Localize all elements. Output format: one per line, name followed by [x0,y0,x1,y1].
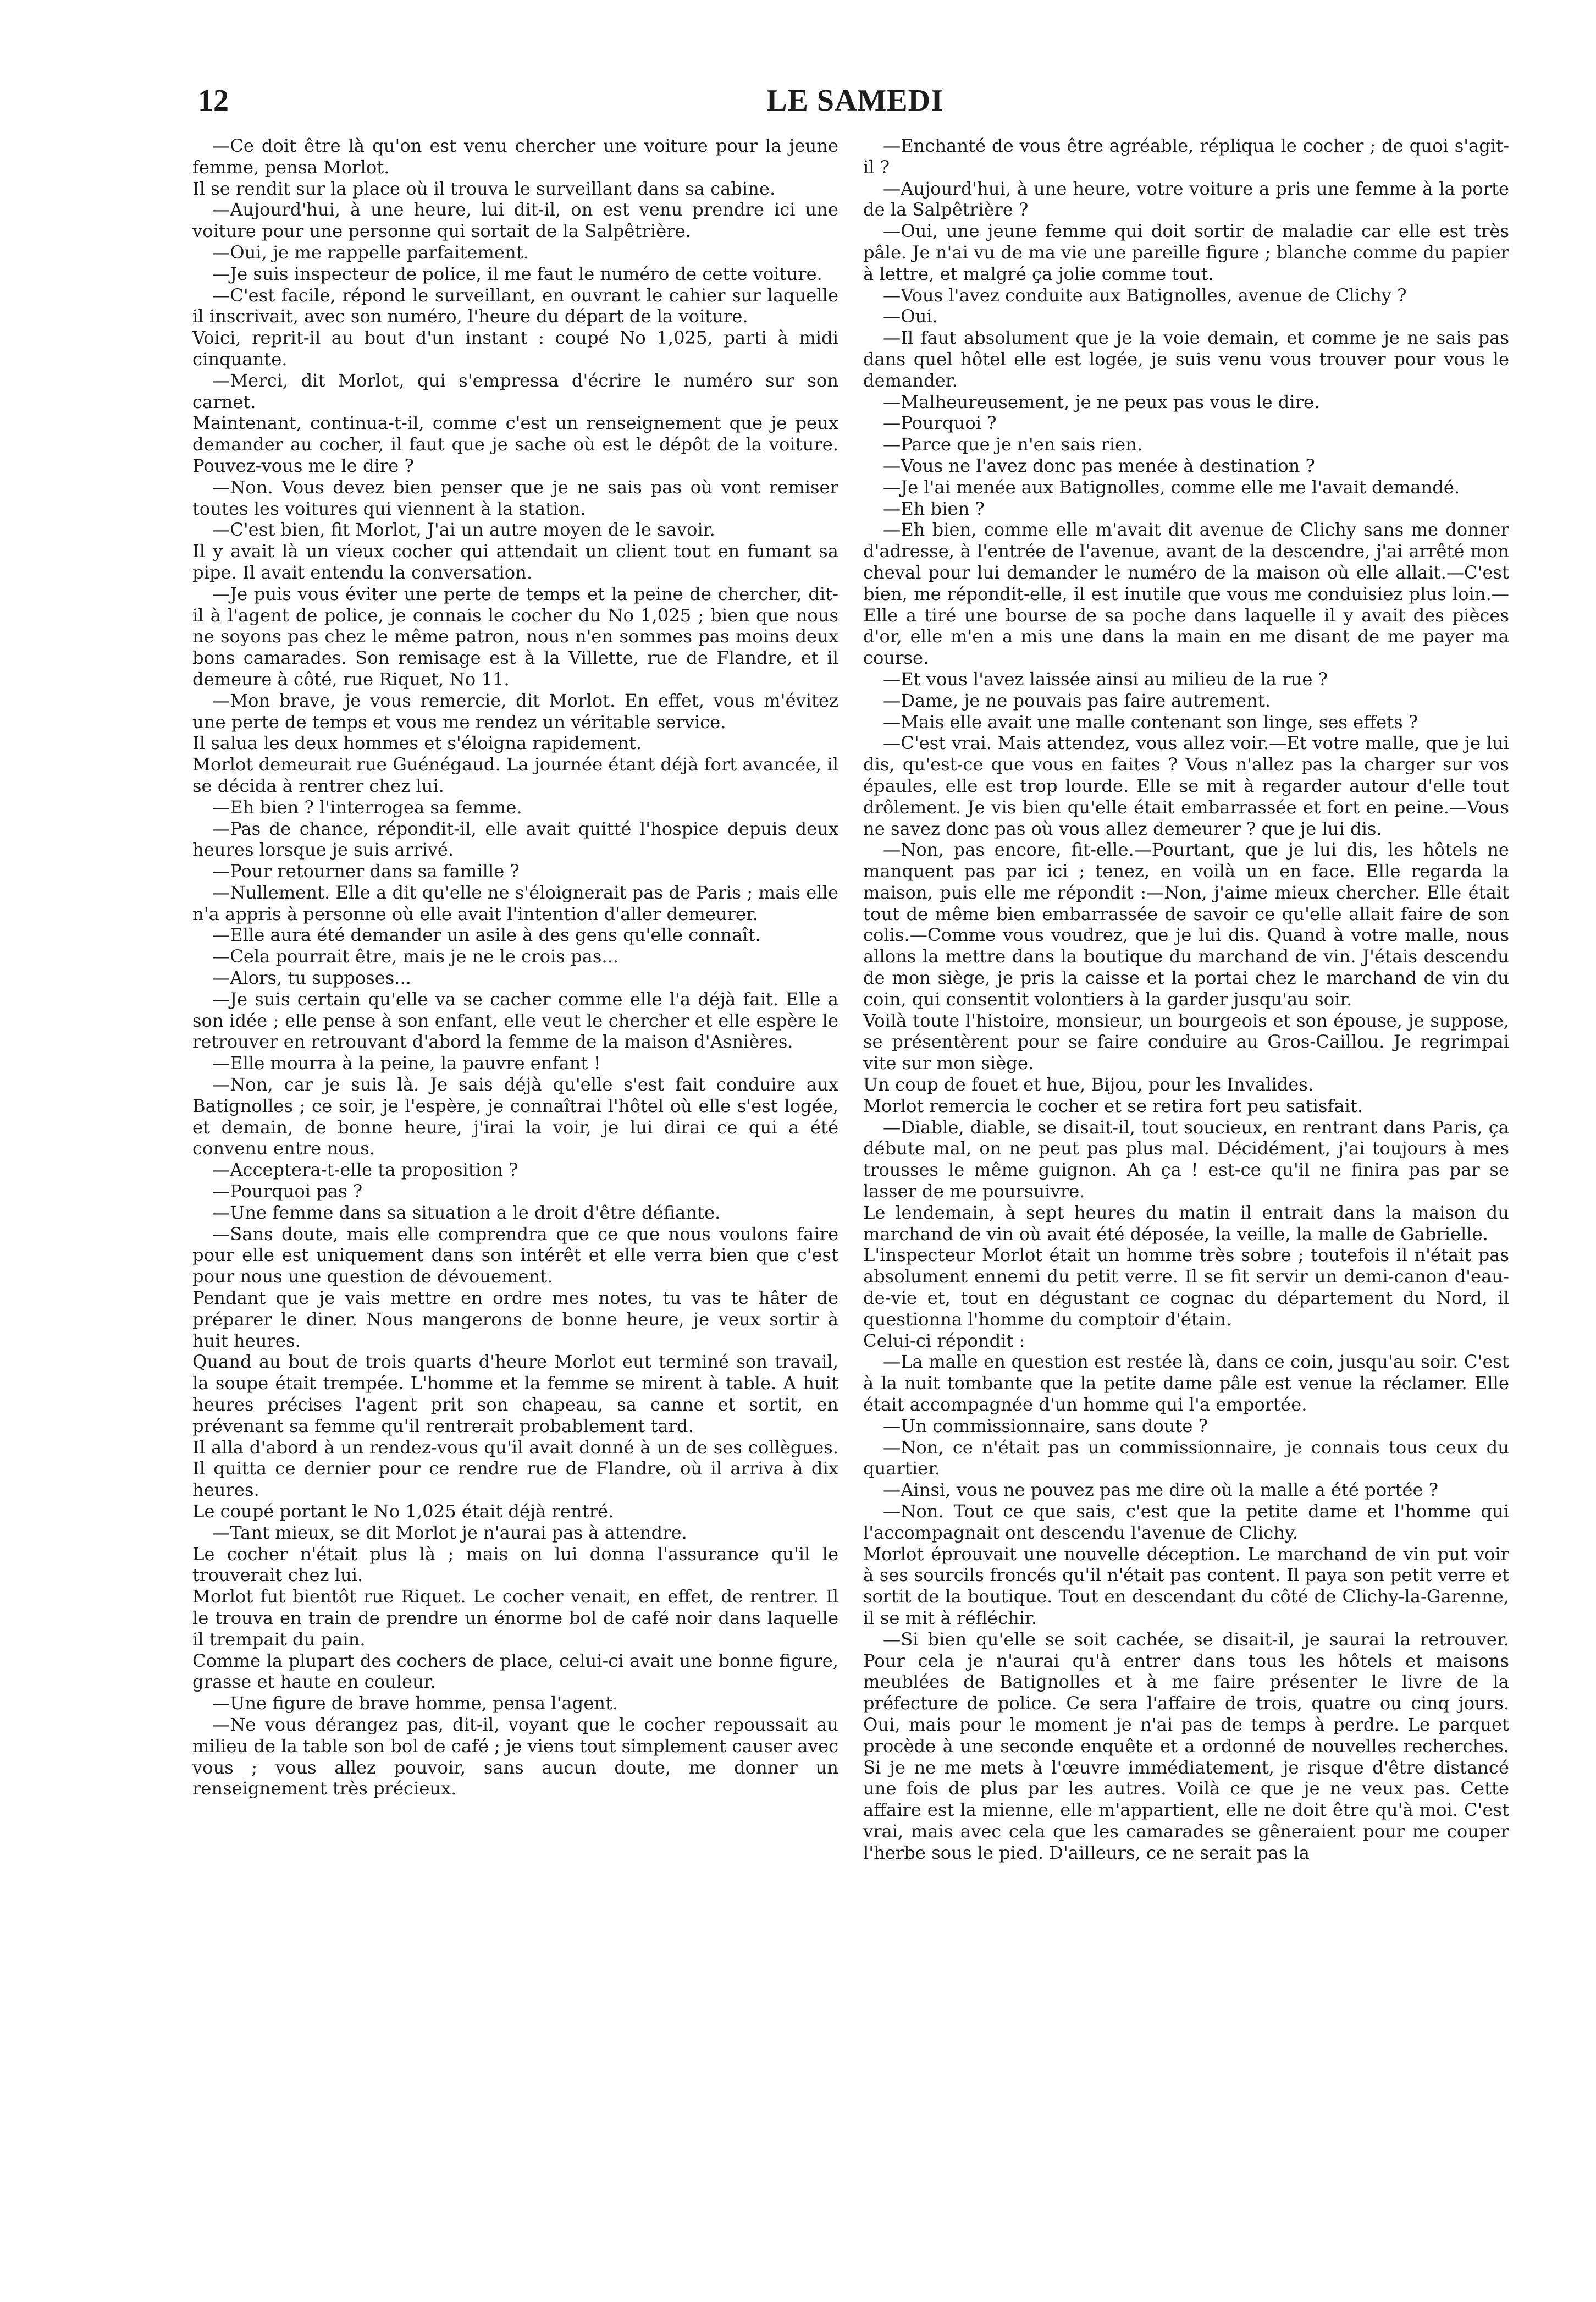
paragraph: —Oui, une jeune femme qui doit sortir de maladie car elle est très pâle. Je n'ai vu de ma vie une pareille figure ; blanche comme du papier à lettre, et malgré ça jolie comme tout. [863,221,1509,284]
paragraph: —Malheureusement, je ne peux pas vous le dire. [883,391,1320,412]
paragraph: —Je l'ai menée aux Batignolles, comme elle me l'avait demandé. [883,476,1460,498]
paragraph: —Eh bien, comme elle m'avait dit avenue de Clichy sans me donner d'adresse, à l'entrée de l'avenue, avant de la descendre, j'ai arrêté mon cheval pour lui demander le numéro de la maison où elle allait.—C'est bien, me répondit-elle, il est inutile que vous me conduisiez plus loin.—Elle a tiré une bourse de sa poche dans laquelle il y avait des pièces d'or, elle m'en a mis une dans la main en me disant de me payer ma course. [863,519,1509,669]
paragraph: —Je suis certain qu'elle va se cacher comme elle l'a déjà fait. Elle a son idée ; elle pense à son enfant, elle veut le chercher et elle espère le retrouver en retrouvant d'abord la femme de la maison d'Asnières. [192,988,838,1053]
paragraph: Pendant que je vais mettre en ordre mes notes, tu vas te hâter de préparer le diner. Nous mangerons de bonne heure, je veux sortir à huit heures. [192,1287,838,1351]
paragraph: —Une femme dans sa situation a le droit d'être défiante. [212,1202,721,1223]
paragraph: —Je puis vous éviter une perte de temps et la peine de chercher, dit-il à l'agent de police, je connais le cocher du No 1,025 ; bien que nous ne soyons pas chez le même patron, nous n'en sommes pas moins deux bons camarades. Son remisage est à la Villette, rue de Flandre, et il demeure à côté, rue Riquet, No 11. [192,583,838,690]
paragraph: Morlot demeurait rue Guénégaud. La journée étant déjà fort avancée, il se décida à rentrer chez lui. [192,754,838,796]
paragraph: —Non, car je suis là. Je sais déjà qu'elle s'est fait conduire aux Batignolles ; ce soir, je l'espère, je connaîtrai l'hôtel où elle s'est logée, et demain, de bonne heure, j'irai la voir, je lui dirai ce qui a été convenu entre nous. [192,1074,838,1159]
paragraph: Il salua les deux hommes et s'éloigna rapidement. [192,733,642,754]
paragraph: —Sans doute, mais elle comprendra que ce que nous voulons faire pour elle est uniquement dans son intérêt et elle verra bien que c'est pour nous une question de dévouement. [192,1223,838,1287]
page-number: 12 [198,84,229,118]
paragraph: —Elle aura été demander un asile à des gens qu'elle connaît. [212,924,761,946]
paragraph: Morlot fut bientôt rue Riquet. Le cocher venait, en effet, de rentrer. Il le trouva en train de prendre un énorme bol de café noir dans laquelle il trempait du pain. [192,1586,838,1650]
paragraph: —Pas de chance, répondit-il, elle avait quitté l'hospice depuis deux heures lorsque je suis arrivé. [192,818,838,861]
paragraph: —Enchanté de vous être agréable, répliqua le cocher ; de quoi s'agit-il ? [863,135,1509,178]
paragraph: —Non, ce n'était pas un commissionnaire, je connais tous ceux du quartier. [863,1436,1509,1479]
paragraph: —Un commissionnaire, sans doute ? [883,1415,1208,1436]
paragraph: —Nullement. Elle a dit qu'elle ne s'éloignerait pas de Paris ; mais elle n'a appris à personne où elle avait l'intention d'aller demeurer. [192,882,838,924]
paragraph: —Tant mieux, se dit Morlot je n'aurai pas à attendre. [212,1522,687,1543]
paragraph: —Merci, dit Morlot, qui s'empressa d'écrire le numéro sur son carnet. [192,370,838,412]
paragraph: L'inspecteur Morlot était un homme très sobre ; toutefois il n'était pas absolument ennemi du petit verre. Il se fit servir un demi-canon d'eau-de-vie et, tout en dégustant ce cognac du département du Nord, il questionna l'homme du comptoir d'étain. [863,1244,1509,1330]
paragraph: Il se rendit sur la place où il trouva le surveillant dans sa cabine. [192,178,776,199]
paragraph: —C'est bien, fit Morlot, J'ai un autre moyen de le savoir. [212,519,715,541]
paragraph: —C'est vrai. Mais attendez, vous allez voir.—Et votre malle, que je lui dis, qu'est-ce que vous en faites ? Vous n'allez pas la charger sur vos épaules, elle est trop lourde. Elle se mit à regarder autour d'elle tout drôlement. Je vis bien qu'elle était embarrassée et fort en peine.—Vous ne savez donc pas où vous allez demeurer ? que je lui dis. [863,733,1509,839]
paragraph: —C'est facile, répond le surveillant, en ouvrant le cahier sur laquelle il inscrivait, avec son numéro, l'heure du départ de la voiture. [192,284,838,327]
paragraph: —Aujourd'hui, à une heure, lui dit-il, on est venu prendre ici une voiture pour une personne qui sortait de la Salpêtrière. [192,199,838,242]
paragraph: —Je suis inspecteur de police, il me faut le numéro de cette voiture. [212,263,822,284]
right-column [863,135,1509,2269]
paragraph: Maintenant, continua-t-il, comme c'est un renseignement que je peux demander au cocher, il faut que je sache où est le dépôt de la voiture. Pouvez-vous me le dire ? [192,412,838,476]
paragraph: —Non. Tout ce que sais, c'est que la petite dame et l'homme qui l'accompagnait ont descendu l'avenue de Clichy. [863,1501,1509,1543]
paragraph: —Non. Vous devez bien penser que je ne sais pas où vont remiser toutes les voitures qui viennent à la station. [192,476,838,519]
paragraph: Il y avait là un vieux cocher qui attendait un client tout en fumant sa pipe. Il avait entendu la conversation. [192,541,838,583]
paragraph: Voilà toute l'histoire, monsieur, un bourgeois et son épouse, je suppose, se présentèrent pour se faire conduire au Gros-Caillou. Je regrimpai vite sur mon siège. [863,1010,1509,1074]
paragraph: —Pourquoi ? [883,412,997,434]
left-column [192,135,838,2269]
paragraph: —Oui. [883,306,938,327]
paragraph: Morlot remercia le cocher et se retira fort peu satisfait. [863,1095,1363,1116]
paragraph: —Oui, je me rappelle parfaitement. [212,241,529,263]
paragraph: Comme la plupart des cochers de place, celui-ci avait une bonne figure, grasse et haute en couleur. [192,1650,838,1693]
paragraph: —Vous l'avez conduite aux Batignolles, avenue de Clichy ? [883,284,1407,306]
paragraph: Le lendemain, à sept heures du matin il entrait dans la maison du marchand de vin où avait été déposée, la veille, la malle de Gabrielle. [863,1202,1509,1244]
paragraph: —Ne vous dérangez pas, dit-il, voyant que le cocher repoussait au milieu de la table son bol de café ; je viens tout simplement causer avec vous ; vous allez pouvoir, sans aucun doute, me donner un renseignement très précieux. [192,1714,838,1799]
page-title: LE SAMEDI [766,84,943,118]
paragraph: —Vous ne l'avez donc pas menée à destination ? [883,455,1315,476]
paragraph: Celui-ci répondit : [863,1330,1025,1351]
paragraph: —Parce que je n'en sais rien. [883,434,1143,455]
paragraph: —Eh bien ? l'interrogea sa femme. [212,796,522,818]
paragraph: —Pourquoi pas ? [212,1181,363,1202]
paragraph: —Acceptera-t-elle ta proposition ? [212,1159,518,1181]
paragraph: —Ce doit être là qu'on est venu chercher une voiture pour la jeune femme, pensa Morlot. [192,135,838,178]
paragraph: Le coupé portant le No 1,025 était déjà rentré. [192,1501,614,1522]
paragraph: —Diable, diable, se disait-il, tout soucieux, en rentrant dans Paris, ça débute mal, on ne peut pas plus mal. Décidément, j'ai toujours à mes trousses le même guignon. Ah ça ! est-ce qu'il ne finira pas par se lasser de me poursuivre. [863,1116,1509,1202]
paragraph: Le cocher n'était plus là ; mais on lui donna l'assurance qu'il le trouverait chez lui. [192,1543,838,1586]
paragraph: —Mon brave, je vous remercie, dit Morlot. En effet, vous m'évitez une perte de temps et vous me rendez un véritable service. [192,690,838,733]
paragraph: —La malle en question est restée là, dans ce coin, jusqu'au soir. C'est à la nuit tombante que la petite dame pâle est venue la réclamer. Elle était accompagnée d'un homme qui l'a emportée. [863,1351,1509,1416]
paragraph: —Elle mourra à la peine, la pauvre enfant ! [212,1053,601,1074]
paragraph: —Cela pourrait être, mais je ne le crois pas... [212,946,619,967]
paragraph: Voici, reprit-il au bout d'un instant : coupé No 1,025, parti à midi cinquante. [192,327,838,370]
paragraph: Un coup de fouet et hue, Bijou, pour les Invalides. [863,1074,1314,1095]
paragraph: —Une figure de brave homme, pensa l'agent. [212,1693,618,1714]
page-header [198,76,1512,125]
paragraph: Quand au bout de trois quarts d'heure Morlot eut terminé son travail, la soupe était trempée. L'homme et la femme se mirent à table. A huit heures précises l'agent prit son chapeau, sa canne et sortit, en prévenant sa femme qu'il rentrerait probablement tard. [192,1351,838,1436]
paragraph: —Mais elle avait une malle contenant son linge, ses effets ? [883,711,1418,733]
paragraph: —Ainsi, vous ne pouvez pas me dire où la malle a été portée ? [883,1479,1439,1501]
paragraph: —Alors, tu supposes... [212,967,411,989]
paragraph: Morlot éprouvait une nouvelle déception. Le marchand de vin put voir à ses sourcils froncés qu'il n'était pas content. Il paya son petit verre et sortit de la boutique. Tout en descendant du côté de Clichy-la-Garenne, il se mit à réfléchir. [863,1543,1509,1628]
paragraph: —Aujourd'hui, à une heure, votre voiture a pris une femme à la porte de la Salpêtrière ? [863,178,1509,221]
paragraph: —Non, pas encore, fit-elle.—Pourtant, que je lui dis, les hôtels ne manquent pas par ici ; tenez, en voilà un en face. Elle regarda la maison, puis elle me répondit :—Non, j'aime mieux chercher. Elle était tout de même bien embarrassée de savoir ce qu'elle allait faire de son colis.—Comme vous voudrez, que je lui dis. Quand à votre malle, nous allons la mettre dans la boutique du marchand de vin. J'étais descendu de mon siège, je pris la caisse et la portai chez le marchand de vin du coin, qui consentit volontiers à la garder jusqu'au soir. [863,839,1509,1010]
paragraph: —Il faut absolument que je la voie demain, et comme je ne sais pas dans quel hôtel elle est logée, je suis venu vous trouver pour vous le demander. [863,327,1509,391]
paragraph: —Et vous l'avez laissée ainsi au milieu de la rue ? [883,668,1328,690]
paragraph: Il alla d'abord à un rendez-vous qu'il avait donné à un de ses collègues. Il quitta ce dernier pour ce rendre rue de Flandre, où il arriva à dix heures. [192,1436,838,1501]
paragraph: —Dame, je ne pouvais pas faire autrement. [883,690,1271,711]
paragraph: —Si bien qu'elle se soit cachée, se disait-il, je saurai la retrouver. Pour cela je n'aurai qu'à entrer dans tous les hôtels et maisons meublées de Batignolles et à me faire présenter le livre de la préfecture de police. Ce sera l'affaire de trois, quatre ou cinq jours. Oui, mais pour le moment je n'ai pas de temps à perdre. Le parquet procède à une seconde enquête et a ordonné de nouvelles recherches. Si je ne me mets à l'œuvre immédiatement, je risque d'être distancé une fois de plus par les autres. Voilà ce que je ne veux pas. Cette affaire est la mienne, elle m'appartient, elle ne doit être qu'à moi. C'est vrai, mais avec cela que les camarades se gêneraient pour me couper l'herbe sous le pied. D'ailleurs, ce ne serait pas la [863,1628,1509,1863]
paragraph: —Eh bien ? [883,498,985,519]
paragraph: —Pour retourner dans sa famille ? [212,861,520,882]
